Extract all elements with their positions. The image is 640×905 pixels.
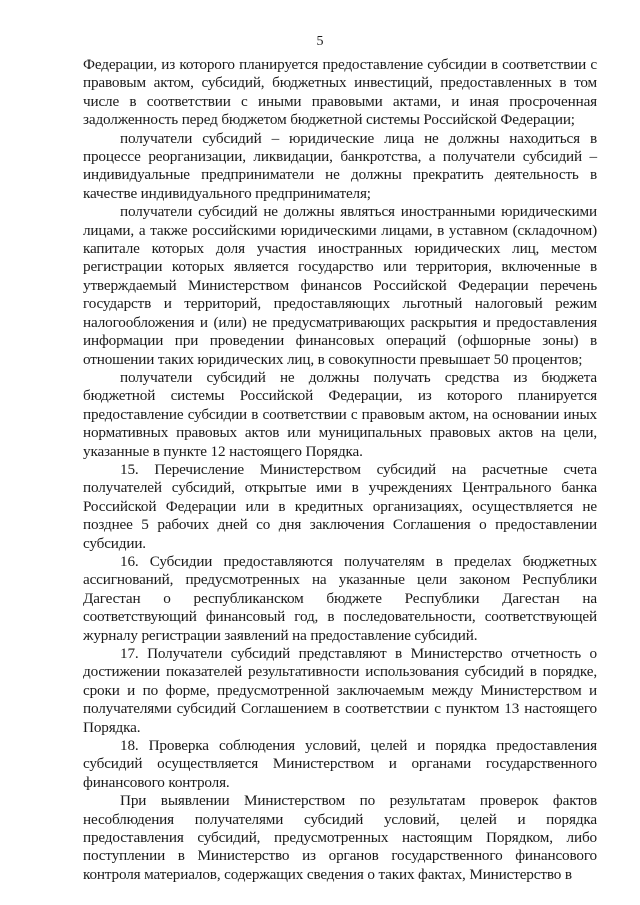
paragraph-item-18: 18. Проверка соблюдения условий, целей и порядка предоставления субсидий осуществляется Министерством и органами государственного финансового контроля. (83, 737, 597, 791)
paragraph-other-funding-condition: получатели субсидий не должны получать средства из бюджета бюджетной системы Российской Федерации, из которого планируется предоставление субсидии в соответствии с правовым актом, на основании иных нормативных правовых актов или муниципальных правовых актов на цели, указанные в пункте 12 настоящего Порядка. (83, 368, 597, 460)
paragraph-foreign-entities-condition: получатели субсидий не должны являться иностранными юридическими лицами, а также российскими юридическими лицами, в уставном (складочном) капитале которых доля участия иностранных юридических лиц, местом регистрации которых является государство или территория, включенные в утверждаемый Министерством финансов Российской Федерации перечень государств и территорий, предоставляющих льготный налоговый режим налогообложения и (или) не предусматривающих раскрытия и предоставления информации при проведении финансовых операций (офшорные зоны) в отношении таких юридических лиц, в совокупности превышает 50 процентов; (83, 203, 597, 368)
paragraph-violations: При выявлении Министерством по результатам проверок фактов несоблюдения получателями субсидий условий, целей и порядка предоставления субсидий, предусмотренных настоящим Порядком, либо поступлении в Министерство из органов государственного финансового контроля материалов, содержащих сведения о таких фактах, Министерство в (83, 792, 597, 883)
paragraph-item-17: 17. Получатели субсидий представляют в Министерство отчетность о достижении показателей результативности использования субсидий в порядке, сроки и по форме, предусмотренной заключаемым между Министерством и получателями субсидий Соглашением в соответствии с пунктом 13 настоящего Порядка. (83, 645, 597, 736)
paragraph-continuation: Федерации, из которого планируется предоставление субсидии в соответствии с правовым актом, субсидий, бюджетных инвестиций, предоставленных в том числе в соответствии с иными правовыми актами, и иная просроченная задолженность перед бюджетом бюджетной системы Российской Федерации; (83, 56, 597, 129)
document-body (83, 56, 597, 884)
paragraph-reorganization-condition: получатели субсидий – юридические лица не должны находиться в процессе реорганизации, ликвидации, банкротства, а получатели субсидий – индивидуальные предприниматели не должны прекратить деятельность в качестве индивидуального предпринимателя; (83, 129, 597, 202)
page-number: 5 (316, 34, 324, 49)
paragraph-item-15: 15. Перечисление Министерством субсидий на расчетные счета получателей субсидий, открытые ими в учреждениях Центрального банка Российской Федерации или в кредитных организациях, осуществляется не позднее 5 рабочих дней со дня заключения Соглашения о предоставлении субсидии. (83, 460, 597, 552)
paragraph-item-16: 16. Субсидии предоставляются получателям в пределах бюджетных ассигнований, предусмотренных на указанные цели законом Республики Дагестан о республиканском бюджете Республики Дагестан на соответствующий финансовый год, в последовательности, соответствующей журналу регистрации заявлений на предоставление субсидий. (83, 552, 597, 644)
